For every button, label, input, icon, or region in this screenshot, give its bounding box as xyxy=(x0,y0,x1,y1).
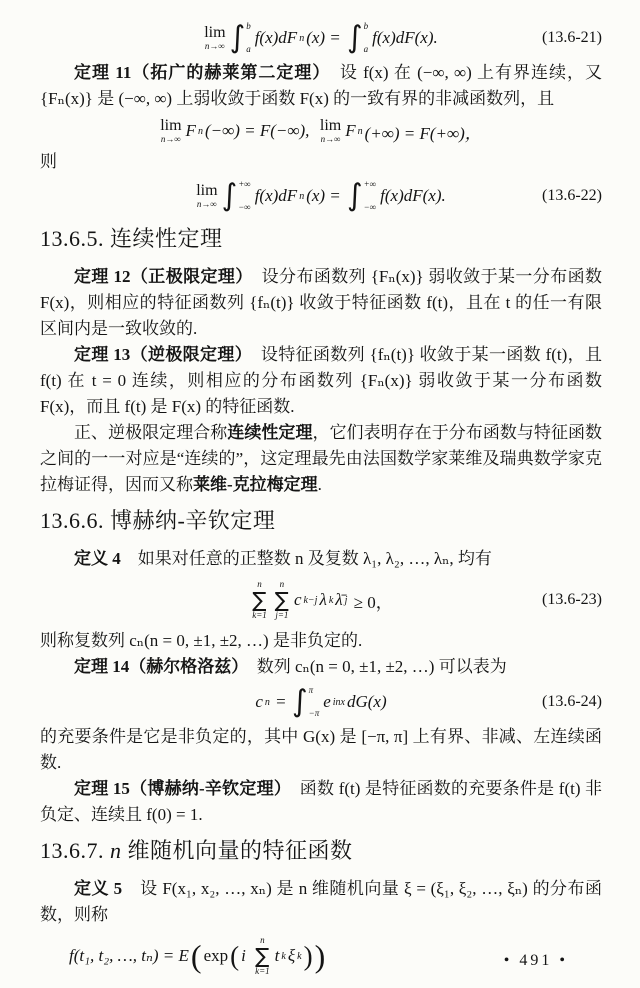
math-term: dG(x) xyxy=(346,692,387,711)
math-subscript: n xyxy=(357,125,363,137)
summation-sign xyxy=(252,580,267,620)
math-subscript: n xyxy=(299,32,305,44)
integral-sign xyxy=(347,21,370,55)
equation-13-6-22 xyxy=(40,176,602,216)
sum-upper: n xyxy=(279,579,285,589)
summation-sign xyxy=(255,936,270,976)
integral-glyph: ∫ xyxy=(229,20,246,55)
limit-operator xyxy=(320,118,341,144)
sufficiency-paragraph: 的充要条件是它是非负定的，其中 G(x) 是 [−π, π] 上有界、非减、左连续函数. xyxy=(40,727,602,772)
big-paren-open: ( xyxy=(190,938,202,974)
lim-word: lim xyxy=(319,117,342,134)
nonnegative-definite-paragraph: 则称复数列 cₙ(n = 0, ±1, ±2, …) 是非负定的. xyxy=(40,631,363,650)
sum-lower: k=1 xyxy=(255,966,270,976)
lim-subscript: n→∞ xyxy=(160,134,181,144)
math-term: i xyxy=(241,946,251,965)
equation-number: (13.6-24) xyxy=(542,693,602,710)
equation-13-6-21 xyxy=(40,18,602,58)
sum-lower: k=1 xyxy=(252,610,267,620)
integral-sign xyxy=(222,179,253,213)
definition-5-paragraph: 定义 5 设 F(x₁, x₂, …, xₙ) 是 n 维随机向量 ξ = (ξ₁, ξ₂, …, ξₙ) 的分布函数，则称 xyxy=(40,879,603,924)
math-subscript: n xyxy=(197,125,203,137)
integral-lower: −π xyxy=(308,708,320,718)
lim-word: lim xyxy=(196,182,218,199)
integral-glyph: ∫ xyxy=(291,684,308,719)
continuity-remark-paragraph: 正、逆极限定理合称连续性定理，它们表明存在于分布函数与特征函数之间的一一对应是“连续的”，这定理最先由法国数学家莱维及瑞典数学家克拉梅证得，因而又称莱维-克拉梅定理. xyxy=(40,423,603,494)
math-subscript: n xyxy=(264,696,270,708)
math-term: F xyxy=(345,121,356,140)
equation-number: (13.6-22) xyxy=(542,187,602,204)
integral-upper: +∞ xyxy=(238,179,251,189)
big-paren-open: ( xyxy=(230,940,240,971)
sum-upper: n xyxy=(257,579,262,589)
section-heading-13-6-5: 13.6.5. 连续性定理 xyxy=(40,226,223,251)
equation-13-6-24 xyxy=(40,682,602,722)
integral-upper: +∞ xyxy=(363,179,377,189)
integral-sign xyxy=(292,685,321,719)
lim-word: lim xyxy=(160,117,182,134)
integral-glyph: ∫ xyxy=(347,178,363,213)
lim-subscript: n→∞ xyxy=(320,134,341,144)
integral-glyph: ∫ xyxy=(347,20,363,55)
math-term: ξ xyxy=(287,946,296,965)
summation-sign xyxy=(275,580,289,620)
limit-operator xyxy=(196,183,217,209)
lim-word: lim xyxy=(204,24,226,41)
lim-subscript: n→∞ xyxy=(196,199,217,209)
big-paren-close: ) xyxy=(303,940,313,971)
math-term: λ xyxy=(319,590,327,609)
math-term: c xyxy=(293,590,302,609)
math-term: F xyxy=(185,121,196,140)
math-term: e xyxy=(323,692,331,711)
theorem-12-paragraph: 定理 12（正极限定理） 设分布函数列 {Fₙ(x)} 弱收敛于某一分布函数 F(x)，则相应的特征函数列 {fₙ(t)} 收敛于特征函数 f(t)，且在 t 的任一有限区间内是一致收敛的. xyxy=(40,267,603,338)
theorem-11-paragraph: 定理 11（拓广的赫莱第二定理） 设 f(x) 在 (−∞, ∞) 上有界连续，又 {Fₙ(x)} 是 (−∞, ∞) 上弱收敛于函数 F(x) 的一致有界的非减函数列，且 xyxy=(40,63,602,108)
math-term: λ̄ xyxy=(335,590,343,609)
math-term: f(x)dF(x). xyxy=(380,186,446,205)
math-term: f(t₁, t₂, …, tₙ) = E xyxy=(69,946,189,965)
math-term: = xyxy=(271,692,290,711)
math-superscript: inx xyxy=(332,696,345,708)
math-subscript: j xyxy=(344,594,348,606)
integral-lower: −∞ xyxy=(238,202,251,212)
sum-lower: j=1 xyxy=(275,610,289,620)
equation-limit-conditions xyxy=(40,114,602,148)
integral-sign xyxy=(347,179,378,213)
section-heading-13-6-7: 13.6.7. n 维随机向量的特征函数 xyxy=(40,838,353,863)
integral-lower: −∞ xyxy=(363,202,377,212)
math-term: f(x)dF(x). xyxy=(372,28,438,47)
integral-upper: b xyxy=(246,21,251,31)
integral-lower: a xyxy=(246,44,251,54)
math-term: (x) = xyxy=(306,28,346,47)
math-term: ≥ 0， xyxy=(349,592,393,612)
big-paren-close: ) xyxy=(314,938,326,974)
sum-glyph: ∑ xyxy=(252,588,267,612)
math-term: exp xyxy=(203,946,229,965)
integral-lower: a xyxy=(363,44,369,54)
math-subscript: k xyxy=(297,950,302,962)
equation-13-6-23 xyxy=(40,574,602,626)
lim-subscript: n→∞ xyxy=(204,41,225,51)
math-subscript: k xyxy=(328,594,334,606)
math-subscript: k xyxy=(281,950,286,962)
math-term: f(x)dF xyxy=(254,28,298,47)
integral-glyph: ∫ xyxy=(221,178,238,213)
equation-number: (13.6-21) xyxy=(542,29,602,46)
integral-upper: π xyxy=(308,685,314,695)
math-term: (+∞) = F(+∞)， xyxy=(364,123,482,143)
integral-sign xyxy=(230,21,253,55)
page-number: • 491 • xyxy=(503,952,568,969)
math-subscript: n xyxy=(299,190,305,202)
theorem-14-paragraph: 定理 14（赫尔格洛兹） 数列 cₙ(n = 0, ±1, ±2, …) 可以表为 xyxy=(74,657,507,676)
math-subscript: k−j xyxy=(303,594,318,606)
sum-upper: n xyxy=(260,935,265,945)
math-term: f(x)dF xyxy=(254,186,298,205)
limit-operator xyxy=(160,118,181,144)
integral-upper: b xyxy=(363,21,369,31)
section-heading-13-6-6: 13.6.6. 博赫纳-辛钦定理 xyxy=(40,508,276,533)
math-term: c xyxy=(255,692,263,711)
sum-glyph: ∑ xyxy=(255,944,270,968)
connector-word: 则 xyxy=(40,152,57,171)
theorem-13-paragraph: 定理 13（逆极限定理） 设特征函数列 {fₙ(t)} 收敛于某一函数 f(t)，且 f(t) 在 t = 0 连续，则相应的分布函数列 {Fₙ(x)} 弱收敛于某一分布函数 F(x)，而且 f(t) 是 F(x) 的特征函数. xyxy=(40,345,603,416)
theorem-15-paragraph: 定理 15（博赫纳-辛钦定理） 函数 f(t) 是特征函数的充要条件是 f(t) 非负定、连续且 f(0) = 1. xyxy=(40,779,602,824)
math-term: t xyxy=(274,946,280,965)
limit-operator xyxy=(204,25,225,51)
math-term: (x) = xyxy=(306,186,346,205)
math-term: (−∞) = F(−∞), xyxy=(204,121,318,140)
definition-4-paragraph: 定义 4 如果对任意的正整数 n 及复数 λ₁, λ₂, …, λₙ, 均有 xyxy=(74,549,492,568)
sum-glyph: ∑ xyxy=(274,588,289,612)
equation-number: (13.6-23) xyxy=(542,591,602,608)
